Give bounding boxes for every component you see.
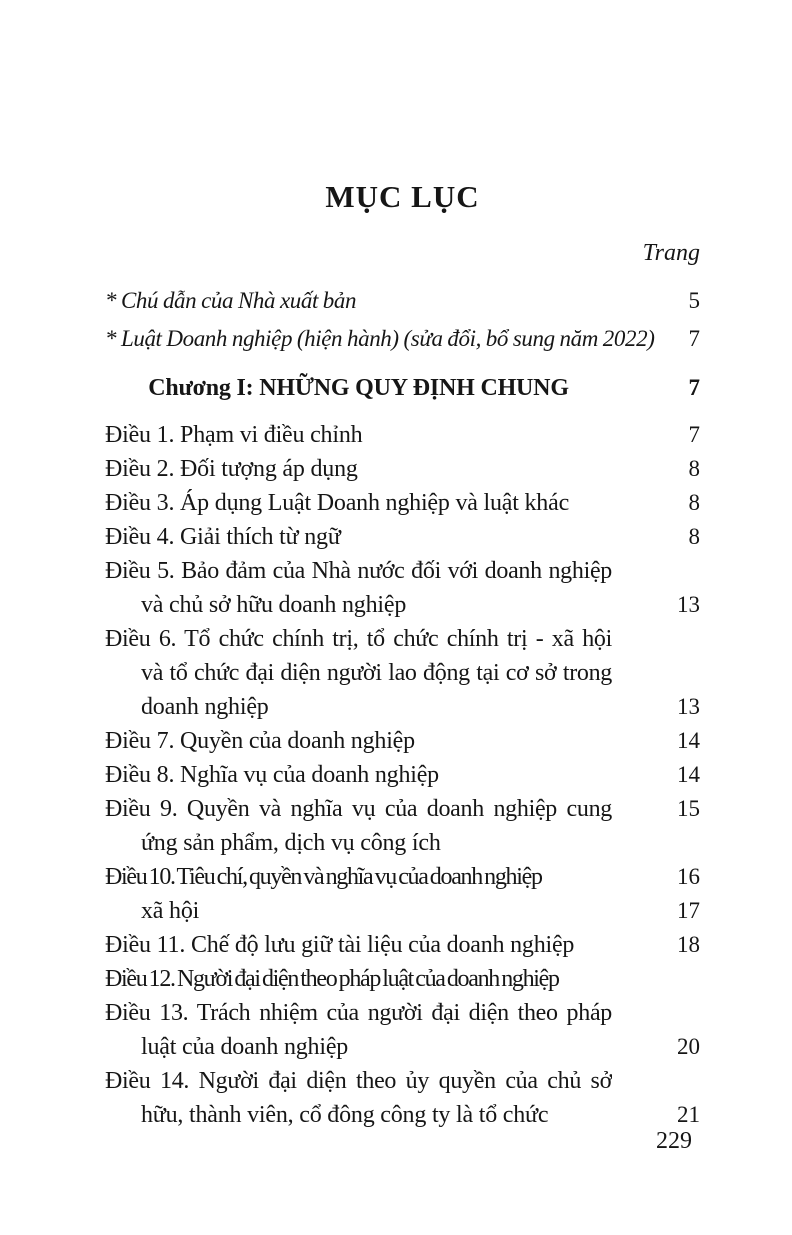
- toc-page-number: 8: [688, 490, 700, 515]
- toc-page-number: 13: [677, 592, 700, 617]
- toc-line-text: Điều 14. Người đại diện theo ủy quyền của chủ sở: [105, 1068, 612, 1094]
- toc-line-text: Điều 10. Tiêu chí, quyền và nghĩa vụ của doanh nghiệp: [105, 864, 542, 890]
- page-title: MỤC LỤC: [325, 179, 480, 214]
- toc-line-text: Điều 12. Người đại diện theo pháp luật của doanh nghiệp: [105, 966, 559, 992]
- toc-line: [105, 792, 700, 826]
- toc-page-number: 5: [688, 288, 700, 313]
- toc-line-text: và chủ sở hữu doanh nghiệp: [141, 592, 407, 618]
- toc-page-number: 14: [677, 762, 700, 787]
- toc-line-text: * Chú dẫn của Nhà xuất bản: [105, 288, 357, 313]
- toc-line: [105, 894, 700, 928]
- toc-line: [105, 690, 700, 724]
- toc-line: [105, 724, 700, 758]
- toc-line: [105, 962, 700, 996]
- toc-line-text: Điều 7. Quyền của doanh nghiệp: [105, 728, 415, 754]
- toc-line: [105, 486, 700, 520]
- toc-line-text: ứng sản phẩm, dịch vụ công ích: [141, 830, 441, 856]
- toc-line-text: Điều 2. Đối tượng áp dụng: [105, 456, 358, 482]
- toc-line: [105, 1030, 700, 1064]
- toc-page-number: 17: [677, 898, 700, 923]
- toc-line: [105, 418, 700, 452]
- toc-page-number: 15: [677, 796, 700, 821]
- toc-page-number: 7: [688, 375, 700, 400]
- toc-page-number: 7: [688, 422, 700, 447]
- toc-line-text: xã hội: [141, 898, 200, 924]
- toc-line-text: Điều 6. Tổ chức chính trị, tổ chức chính trị - xã hội: [105, 626, 612, 652]
- toc-line: [105, 622, 700, 656]
- toc-line-text: Điều 5. Bảo đảm của Nhà nước đối với doanh nghiệp: [105, 558, 612, 584]
- toc-line-text: Điều 11. Chế độ lưu giữ tài liệu của doanh nghiệp: [105, 932, 575, 958]
- toc-line: [105, 826, 700, 860]
- toc-page-number: 13: [677, 694, 700, 719]
- toc-page-number: 8: [688, 524, 700, 549]
- page-column-header: Trang: [642, 240, 700, 266]
- toc-list: [105, 282, 700, 1132]
- toc-line: [105, 758, 700, 792]
- toc-line-text: doanh nghiệp: [141, 694, 269, 720]
- toc-line-text: Điều 3. Áp dụng Luật Doanh nghiệp và luật khác: [105, 490, 570, 516]
- toc-line-text: Điều 8. Nghĩa vụ của doanh nghiệp: [105, 762, 439, 788]
- toc-page-number: 14: [677, 728, 700, 753]
- toc-page-number: 7: [688, 326, 700, 351]
- toc-line-text: Điều 13. Trách nhiệm của người đại diện theo pháp: [105, 1000, 612, 1026]
- toc-line: [105, 282, 700, 320]
- toc-line-text: Điều 1. Phạm vi điều chỉnh: [105, 422, 363, 448]
- toc-line: [105, 996, 700, 1030]
- toc-line: [105, 1098, 700, 1132]
- toc-line: [105, 520, 700, 554]
- toc-line-text: * Luật Doanh nghiệp (hiện hành) (sửa đổi, bổ sung năm 2022): [105, 326, 655, 351]
- toc-page-number: 18: [677, 932, 700, 957]
- toc-line: [105, 860, 700, 894]
- toc-line: [105, 1064, 700, 1098]
- toc-line-text: hữu, thành viên, cổ đông công ty là tổ chức: [141, 1102, 549, 1128]
- footer-page-number: 229: [656, 1128, 692, 1154]
- toc-page-number: 21: [677, 1102, 700, 1127]
- toc-line: [105, 588, 700, 622]
- toc-line-text: Điều 4. Giải thích từ ngữ: [105, 524, 341, 550]
- toc-page-number: 20: [677, 1034, 700, 1059]
- toc-line: [105, 452, 700, 486]
- toc-page-number: 16: [677, 864, 700, 889]
- toc-line-text: và tổ chức đại diện người lao động tại cơ sở trong: [141, 660, 612, 686]
- toc-line: [105, 656, 700, 690]
- toc-line-text: Điều 9. Quyền và nghĩa vụ của doanh nghiệp cung: [105, 796, 612, 822]
- toc-page-number: 8: [688, 456, 700, 481]
- toc-line: [105, 554, 700, 588]
- toc-line-text: luật của doanh nghiệp: [141, 1034, 349, 1060]
- toc-line-text: Chương I: NHỮNG QUY ĐỊNH CHUNG: [148, 375, 569, 401]
- toc-line: [105, 320, 700, 358]
- toc-line: [105, 371, 700, 405]
- toc-line: [105, 928, 700, 962]
